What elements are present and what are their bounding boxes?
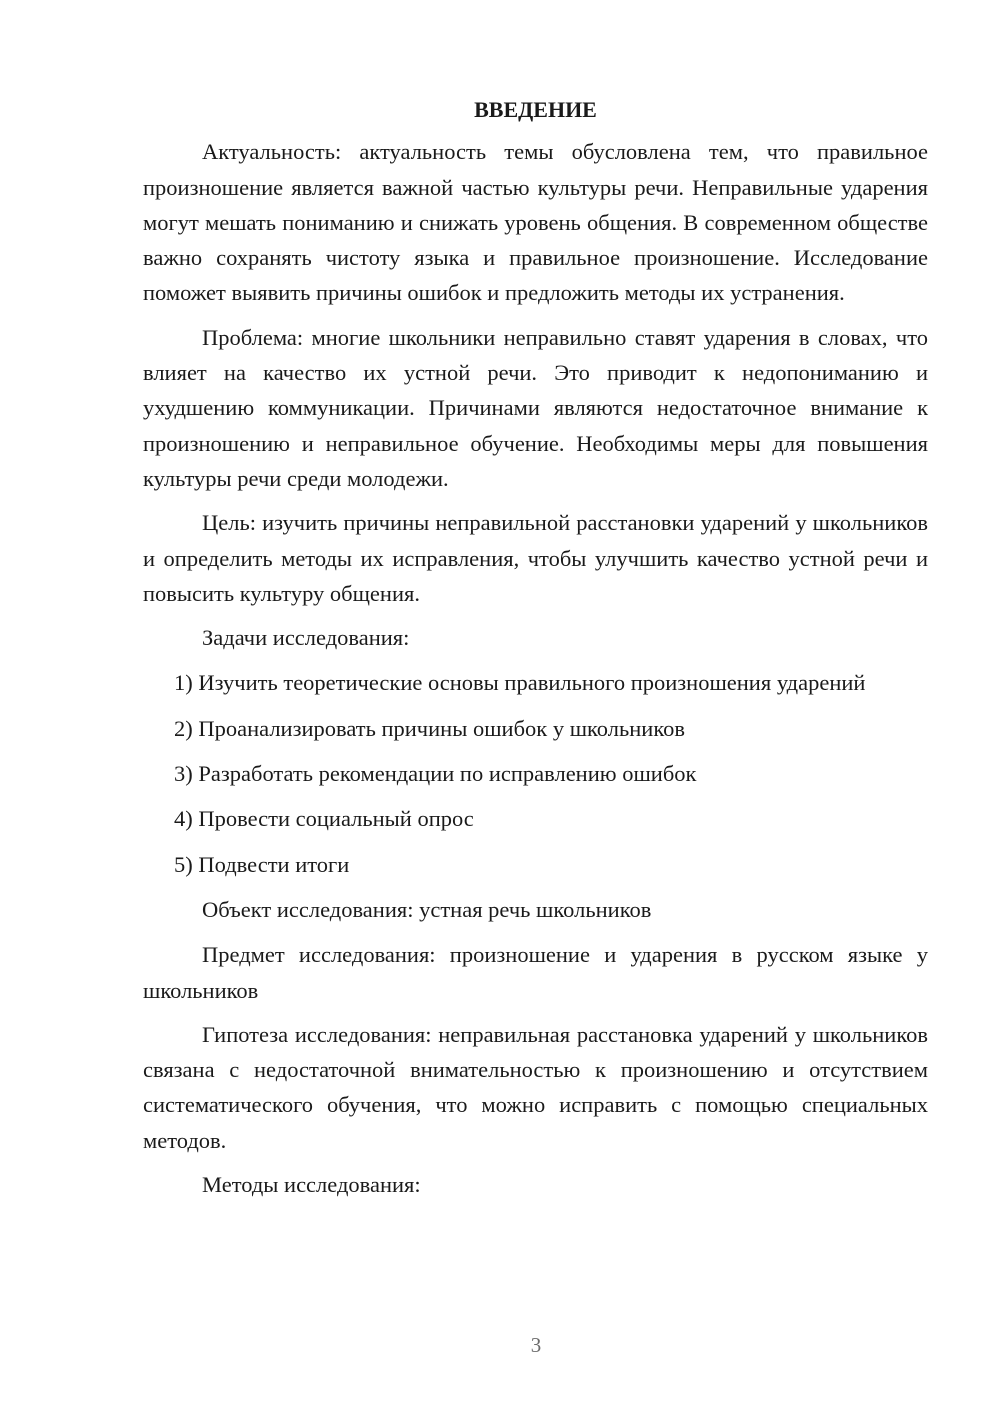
task-item: 2) Проанализировать причины ошибок у школьников — [174, 715, 685, 741]
task-item: 4) Провести социальный опрос — [174, 806, 474, 832]
goal-paragraph: Цель: изучить причины неправильной расстановки ударений у школьников и определить методы их исправления, чтобы улучшить качество устной речи и повысить культуру общения. — [143, 510, 928, 606]
relevance-paragraph: Актуальность: актуальность темы обусловлена тем, что правильное произношение является важной частью культуры речи. Неправильные ударения могут мешать пониманию и снижать уровень общения. В современном обществе важно сохранять чистоту языка и правильное произношение. Исследование поможет выявить причины ошибок и предложить методы их устранения. — [143, 139, 928, 306]
tasks-list — [143, 665, 928, 881]
page-body — [143, 92, 928, 1212]
hypothesis-paragraph: Гипотеза исследования: неправильная расстановка ударений у школьников связана с недостаточной внимательностью к произношению и отсутствием систематического обучения, что можно исправить с помощью специальных методов. — [143, 1021, 928, 1153]
page-number: 3 — [530, 1333, 542, 1357]
section-title: ВВЕДЕНИЕ — [474, 97, 597, 122]
methods-heading: Методы исследования: — [202, 1172, 421, 1198]
task-item: 1) Изучить теоретические основы правильного произношения ударений — [174, 670, 866, 696]
object-paragraph: Объект исследования: устная речь школьников — [202, 896, 652, 922]
problem-paragraph: Проблема: многие школьники неправильно ставят ударения в словах, что влияет на качество их устной речи. Это приводит к недопониманию и ухудшению коммуникации. Причинами являются недостаточное внимание к произношению и неправильное обучение. Необходимы меры для повышения культуры речи среди молодежи. — [143, 324, 928, 491]
task-item: 5) Подвести итоги — [174, 851, 350, 877]
subject-paragraph: Предмет исследования: произношение и ударения в русском языке у школьников — [143, 942, 928, 1003]
task-item: 3) Разработать рекомендации по исправлению ошибок — [174, 761, 697, 787]
tasks-heading: Задачи исследования: — [202, 625, 410, 651]
